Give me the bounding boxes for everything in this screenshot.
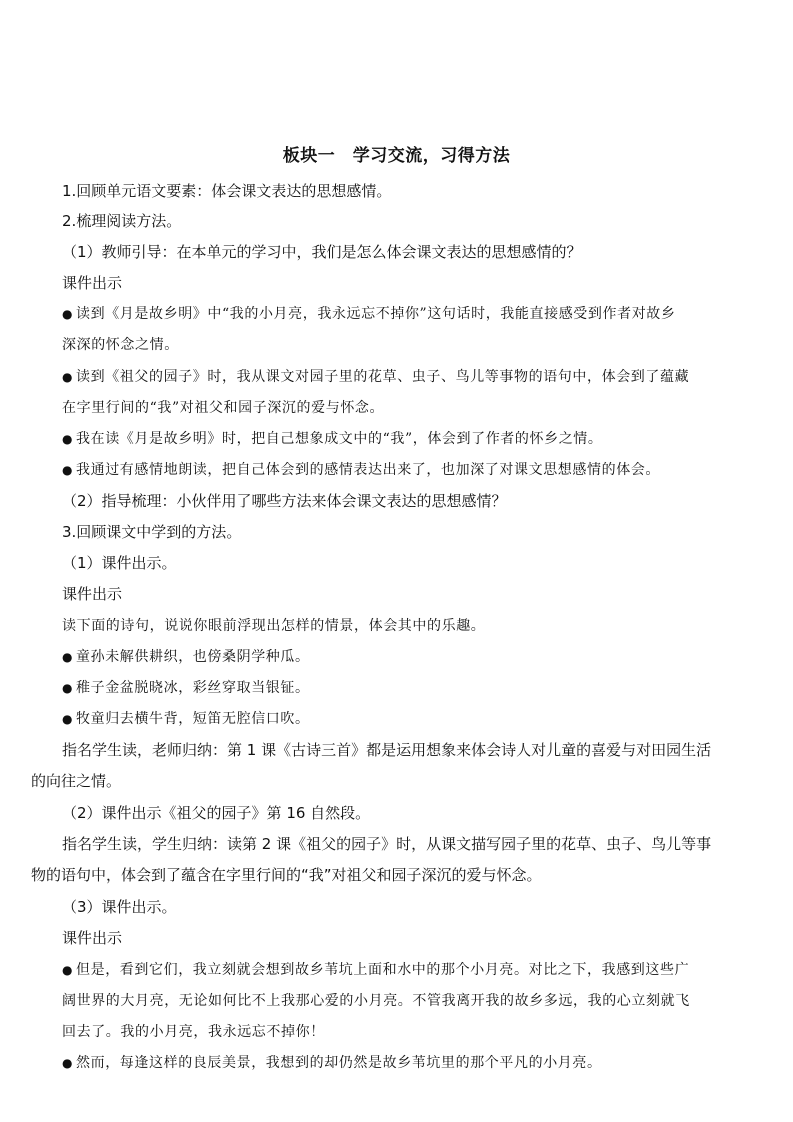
student-summary: 指名学生读，学生归纳：读第 2 课《祖父的园子》时，从课文描写园子里的花草、虫子、鸟儿等事 — [62, 835, 712, 853]
poem-line: ● 童孙未解供耕织，也傍桑阴学种瓜。 — [62, 646, 310, 668]
bullet-icon: ● — [62, 650, 74, 664]
bullet-continuation: 深深的怀念之情。 — [62, 337, 179, 353]
bullet-icon: ● — [62, 963, 74, 977]
bullet-paragraph: ● 我在读《月是故乡明》时，把自己想象成文中的“我”，体会到了作者的怀乡之情。 — [62, 428, 603, 450]
poem-line: ● 稚子金盆脱晓冰，彩丝穿取当银钲。 — [62, 677, 310, 699]
poem-instruction: 读下面的诗句，说说你眼前浮现出怎样的情景，体会其中的乐趣。 — [62, 618, 486, 634]
student-summary-continuation: 物的语句中，体会到了蕴含在字里行间的“我”对祖父和园子深沉的爱与怀念。 — [31, 866, 542, 884]
quoted-paragraph: ● 但是，看到它们，我立刻就会想到故乡苇坑上面和水中的那个小月亮。对比之下，我感到这些广 — [62, 959, 689, 981]
section-title: 板块一 学习交流，习得方法 — [282, 146, 511, 166]
teacher-summary: 指名学生读，老师归纳：第 1 课《古诗三首》都是运用想象来体会诗人对儿童的喜爱与对田园生活 — [62, 741, 712, 759]
item-3-review-methods: 3.回顾课文中学到的方法。 — [62, 523, 242, 541]
bullet-icon: ● — [62, 681, 74, 695]
quoted-paragraph-continuation: 阔世界的大月亮，无论如何比不上我那心爱的小月亮。不管我离开我的故乡多远，我的心立刻就飞 — [62, 993, 690, 1009]
bullet-paragraph: ● 我通过有感情地朗读，把自己体会到的感情表达出来了，也加深了对课文思想感情的体会。 — [62, 459, 660, 481]
quoted-paragraph-continuation: 回去了。我的小月亮，我永远忘不掉你！ — [62, 1024, 325, 1040]
sub-item-courseware: （1）课件出示。 — [62, 554, 177, 572]
quoted-paragraph: ● 然而，每逢这样的良辰美景，我想到的却仍然是故乡苇坑里的那个平凡的小月亮。 — [62, 1052, 602, 1074]
teacher-summary-continuation: 的向往之情。 — [31, 772, 122, 790]
sub-item-courseware: （2）课件出示《祖父的园子》第 16 自然段。 — [62, 804, 371, 822]
bullet-icon: ● — [62, 463, 74, 477]
bullet-icon: ● — [62, 1056, 74, 1070]
courseware-label: 课件出示 — [62, 274, 123, 292]
bullet-icon: ● — [62, 712, 74, 726]
bullet-icon: ● — [62, 370, 74, 384]
bullet-icon: ● — [62, 432, 74, 446]
teacher-guidance: （1）教师引导：在本单元的学习中，我们是怎么体会课文表达的思想感情的？ — [62, 243, 582, 261]
bullet-continuation: 在字里行间的“我”对祖父和园子深沉的爱与怀念。 — [62, 400, 385, 416]
poem-line: ● 牧童归去横牛背，短笛无腔信口吹。 — [62, 708, 310, 730]
bullet-paragraph: ● 读到《月是故乡明》中“我的小月亮，我永远忘不掉你”这句话时，我能直接感受到作者对故乡 — [62, 303, 676, 325]
courseware-label: 课件出示 — [62, 585, 123, 603]
item-1-review-elements: 1.回顾单元语文要素：体会课文表达的思想感情。 — [62, 182, 392, 200]
courseware-label: 课件出示 — [62, 929, 123, 947]
guidance-summary: （2）指导梳理：小伙伴用了哪些方法来体会课文表达的思想感情？ — [62, 492, 507, 510]
sub-item-courseware: （3）课件出示。 — [62, 898, 177, 916]
item-2-reading-methods: 2.梳理阅读方法。 — [62, 212, 182, 230]
bullet-icon: ● — [62, 307, 74, 321]
bullet-paragraph: ● 读到《祖父的园子》时，我从课文对园子里的花草、虫子、鸟儿等事物的语句中，体会到了蕴藏 — [62, 366, 689, 388]
